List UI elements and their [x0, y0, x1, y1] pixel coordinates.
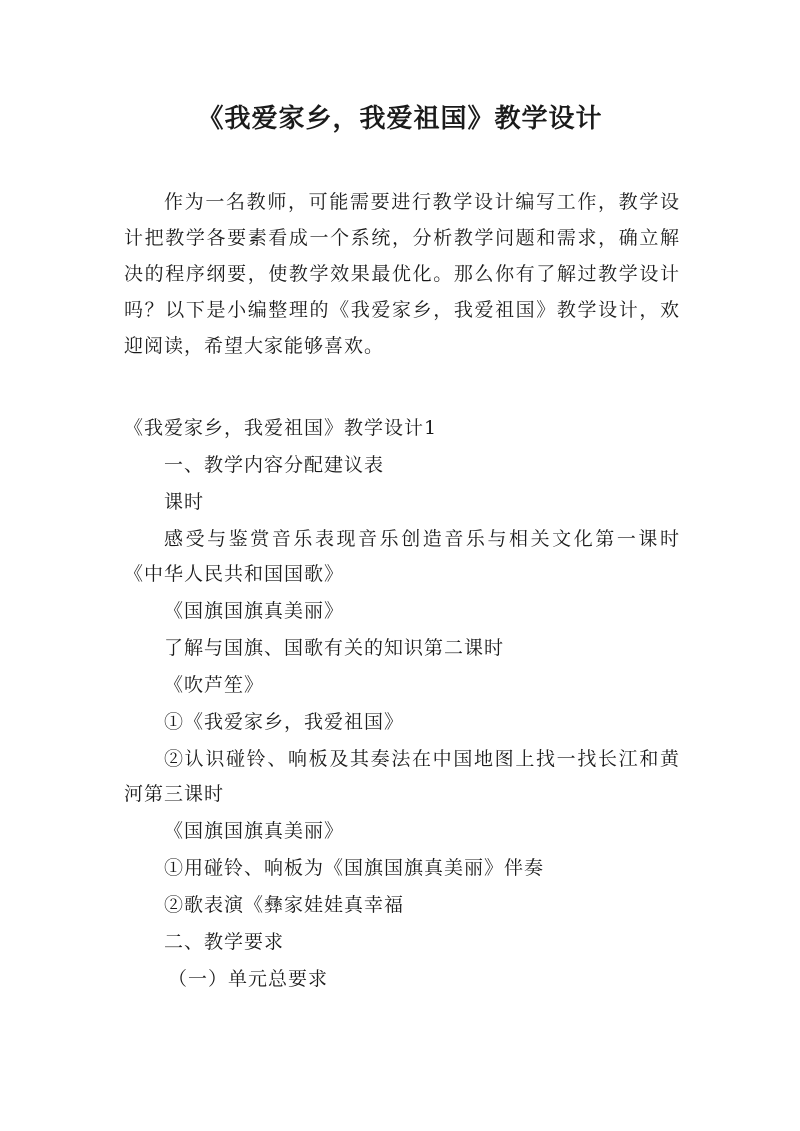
document-body — [124, 411, 680, 999]
body-paragraph: 《国旗国旗真美丽》 — [164, 820, 345, 842]
intro-paragraph: 作为一名教师，可能需要进行教学设计编写工作，教学设计把教学各要素看成一个系统，分析教学问题和需求，确立解决的程序纲要，使教学效果最优化。那么你有了解过教学设计吗？以下是小编整理的《我爱家乡，我爱祖国》教学设计，欢迎阅读，希望大家能够喜欢。 — [124, 191, 680, 357]
body-paragraph: 了解与国旗、国歌有关的知识第二课时 — [164, 637, 505, 659]
document-title: 《我爱家乡，我爱祖国》教学设计 — [197, 104, 603, 134]
body-paragraph: ②认识碰铃、响板及其奏法在中国地图上找一找长江和黄河第三课时 — [124, 748, 680, 805]
body-paragraph: 感受与鉴赏音乐表现音乐创造音乐与相关文化第一课时《中华人民共和国国歌》 — [124, 528, 680, 585]
body-paragraph: 《国旗国旗真美丽》 — [164, 600, 345, 622]
body-paragraph: ①《我爱家乡，我爱祖国》 — [164, 711, 405, 733]
body-paragraph: 课时 — [164, 491, 205, 513]
body-paragraph: （一）单元总要求 — [168, 968, 329, 990]
body-paragraph: 《吹芦笙》 — [164, 674, 265, 696]
body-paragraph: 一、教学内容分配建议表 — [164, 454, 385, 476]
body-paragraph: 二、教学要求 — [164, 931, 285, 953]
body-paragraph: ①用碰铃、响板为《国旗国旗真美丽》伴奏 — [164, 857, 545, 879]
section-heading: 《我爱家乡，我爱祖国》教学设计1 — [124, 417, 438, 439]
body-paragraph: ②歌表演《彝家娃娃真幸福 — [164, 894, 405, 916]
